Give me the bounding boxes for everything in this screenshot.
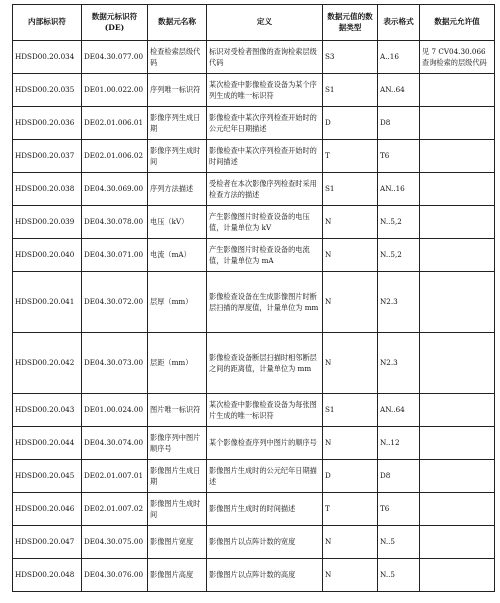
table-row (13, 140, 495, 173)
cell-element-name: 序列方法描述 (148, 173, 207, 206)
cell-format: A..16 (378, 41, 420, 74)
cell-de-identifier: DE04.30.075.00 (82, 526, 148, 559)
cell-definition: 某次检查中影像检查设备为某个序列生成的唯一标识符 (207, 74, 323, 107)
cell-format: N..5 (378, 559, 420, 592)
cell-element-name: 影像序列生成时间 (148, 140, 207, 173)
data-element-table (12, 4, 495, 592)
cell-allowed-values (420, 140, 495, 173)
cell-element-name: 影像图片生成日期 (148, 460, 207, 493)
cell-definition: 影像检查中某次序列检查开始时的时间描述 (207, 140, 323, 173)
cell-de-identifier: DE04.30.077.00 (82, 41, 148, 74)
cell-allowed-values (420, 333, 495, 394)
cell-internal-id: HDSD00.20.036 (13, 107, 82, 140)
cell-de-identifier: DE01.00.022.00 (82, 74, 148, 107)
cell-allowed-values (420, 559, 495, 592)
cell-de-identifier: DE02.01.007.02 (82, 493, 148, 526)
cell-format: N..5 (378, 526, 420, 559)
cell-definition: 影像图片生成时的公元纪年日期描述 (207, 460, 323, 493)
cell-data-type: S1 (323, 394, 378, 427)
cell-de-identifier: DE04.30.069.00 (82, 173, 148, 206)
cell-allowed-values (420, 206, 495, 239)
table-row (13, 460, 495, 493)
cell-element-name: 检查检索层级代码 (148, 41, 207, 74)
cell-allowed-values (420, 173, 495, 206)
header-definition: 定义 (207, 5, 323, 41)
table-row (13, 427, 495, 460)
cell-allowed-values (420, 394, 495, 427)
cell-data-type: N (323, 272, 378, 333)
cell-format: N..5,2 (378, 206, 420, 239)
cell-de-identifier: DE04.30.078.00 (82, 206, 148, 239)
header-row (13, 5, 495, 41)
cell-data-type: S3 (323, 41, 378, 74)
cell-internal-id: HDSD00.20.042 (13, 333, 82, 394)
header-de-identifier: 数据元标识符 (DE) (82, 5, 148, 41)
cell-allowed-values: 见 7 CV04.30.066查询检索的层级代码 (420, 41, 495, 74)
cell-definition: 影像图片以点阵计数的高度 (207, 559, 323, 592)
cell-data-type: T (323, 140, 378, 173)
cell-data-type: D (323, 107, 378, 140)
cell-internal-id: HDSD00.20.046 (13, 493, 82, 526)
cell-internal-id: HDSD00.20.045 (13, 460, 82, 493)
table-row (13, 559, 495, 592)
cell-format: N2.3 (378, 333, 420, 394)
cell-element-name: 层厚（mm） (148, 272, 207, 333)
table-row (13, 272, 495, 333)
header-name: 数据元名称 (148, 5, 207, 41)
cell-format: AN..64 (378, 394, 420, 427)
cell-data-type: S1 (323, 74, 378, 107)
cell-definition: 标识对受检者图像的查询检索层级代码 (207, 41, 323, 74)
cell-element-name: 影像图片生成时间 (148, 493, 207, 526)
cell-element-name: 影像图片高度 (148, 559, 207, 592)
cell-allowed-values (420, 74, 495, 107)
cell-allowed-values (420, 427, 495, 460)
table-row (13, 173, 495, 206)
cell-format: D8 (378, 460, 420, 493)
cell-definition: 影像图片生成时的时间描述 (207, 493, 323, 526)
cell-allowed-values (420, 272, 495, 333)
table-row (13, 239, 495, 272)
table-row (13, 41, 495, 74)
table-row (13, 333, 495, 394)
cell-internal-id: HDSD00.20.035 (13, 74, 82, 107)
cell-internal-id: HDSD00.20.041 (13, 272, 82, 333)
cell-de-identifier: DE02.01.006.02 (82, 140, 148, 173)
cell-element-name: 影像图片宽度 (148, 526, 207, 559)
cell-element-name: 层距（mm） (148, 333, 207, 394)
cell-definition: 产生影像图片时检查设备的电压值，计量单位为 kV (207, 206, 323, 239)
cell-de-identifier: DE01.00.024.00 (82, 394, 148, 427)
cell-element-name: 电压（kV） (148, 206, 207, 239)
cell-format: N2.3 (378, 272, 420, 333)
table-row (13, 493, 495, 526)
header-allowed-values: 数据元允许值 (420, 5, 495, 41)
cell-format: D8 (378, 107, 420, 140)
cell-data-type: N (323, 333, 378, 394)
cell-element-name: 影像序列生成日期 (148, 107, 207, 140)
cell-format: N..12 (378, 427, 420, 460)
cell-internal-id: HDSD00.20.037 (13, 140, 82, 173)
cell-definition: 影像检查设备断层扫描时相邻断层之间的距离值，计量单位为 mm (207, 333, 323, 394)
cell-data-type: D (323, 460, 378, 493)
cell-element-name: 序列唯一标识符 (148, 74, 207, 107)
cell-internal-id: HDSD00.20.044 (13, 427, 82, 460)
table-body (13, 41, 495, 592)
cell-data-type: N (323, 559, 378, 592)
cell-element-name: 电流（mA） (148, 239, 207, 272)
cell-data-type: T (323, 493, 378, 526)
cell-format: N..5,2 (378, 239, 420, 272)
cell-de-identifier: DE02.01.006.01 (82, 107, 148, 140)
cell-internal-id: HDSD00.20.038 (13, 173, 82, 206)
cell-definition: 产生影像图片时检查设备的电流值，计量单位为 mA (207, 239, 323, 272)
cell-definition: 影像图片以点阵计数的宽度 (207, 526, 323, 559)
header-id: 内部标识符 (13, 5, 82, 41)
header-data-type: 数据元值的数据类型 (323, 5, 378, 41)
table-row (13, 394, 495, 427)
table-row (13, 206, 495, 239)
cell-internal-id: HDSD00.20.034 (13, 41, 82, 74)
cell-definition: 受检者在本次影像序列检查时采用检查方法的描述 (207, 173, 323, 206)
cell-allowed-values (420, 107, 495, 140)
cell-internal-id: HDSD00.20.043 (13, 394, 82, 427)
cell-data-type: N (323, 206, 378, 239)
table-row (13, 526, 495, 559)
cell-data-type: N (323, 526, 378, 559)
table-row (13, 74, 495, 107)
cell-allowed-values (420, 460, 495, 493)
cell-de-identifier: DE04.30.072.00 (82, 272, 148, 333)
cell-element-name: 影像序列中图片顺序号 (148, 427, 207, 460)
cell-data-type: S1 (323, 173, 378, 206)
cell-de-identifier: DE04.30.076.00 (82, 559, 148, 592)
cell-internal-id: HDSD00.20.047 (13, 526, 82, 559)
cell-format: AN..16 (378, 173, 420, 206)
cell-data-type: N (323, 427, 378, 460)
cell-de-identifier: DE04.30.071.00 (82, 239, 148, 272)
cell-element-name: 图片唯一标识符 (148, 394, 207, 427)
cell-format: T6 (378, 493, 420, 526)
cell-format: AN..64 (378, 74, 420, 107)
cell-definition: 某次检查中影像检查设备为每张图片生成的唯一标识符 (207, 394, 323, 427)
cell-de-identifier: DE04.30.074.00 (82, 427, 148, 460)
cell-allowed-values (420, 239, 495, 272)
cell-internal-id: HDSD00.20.040 (13, 239, 82, 272)
cell-allowed-values (420, 526, 495, 559)
cell-data-type: N (323, 239, 378, 272)
cell-allowed-values (420, 493, 495, 526)
header-format: 表示格式 (378, 5, 420, 41)
cell-definition: 某个影像检查序列中图片的顺序号 (207, 427, 323, 460)
cell-definition: 影像检查中某次序列检查开始时的公元纪年日期描述 (207, 107, 323, 140)
cell-format: T6 (378, 140, 420, 173)
cell-definition: 影像检查设备在生成影像图片时断层扫描的厚度值，计量单位为 mm (207, 272, 323, 333)
cell-internal-id: HDSD00.20.048 (13, 559, 82, 592)
cell-de-identifier: DE02.01.007.01 (82, 460, 148, 493)
cell-de-identifier: DE04.30.073.00 (82, 333, 148, 394)
cell-internal-id: HDSD00.20.039 (13, 206, 82, 239)
table-row (13, 107, 495, 140)
